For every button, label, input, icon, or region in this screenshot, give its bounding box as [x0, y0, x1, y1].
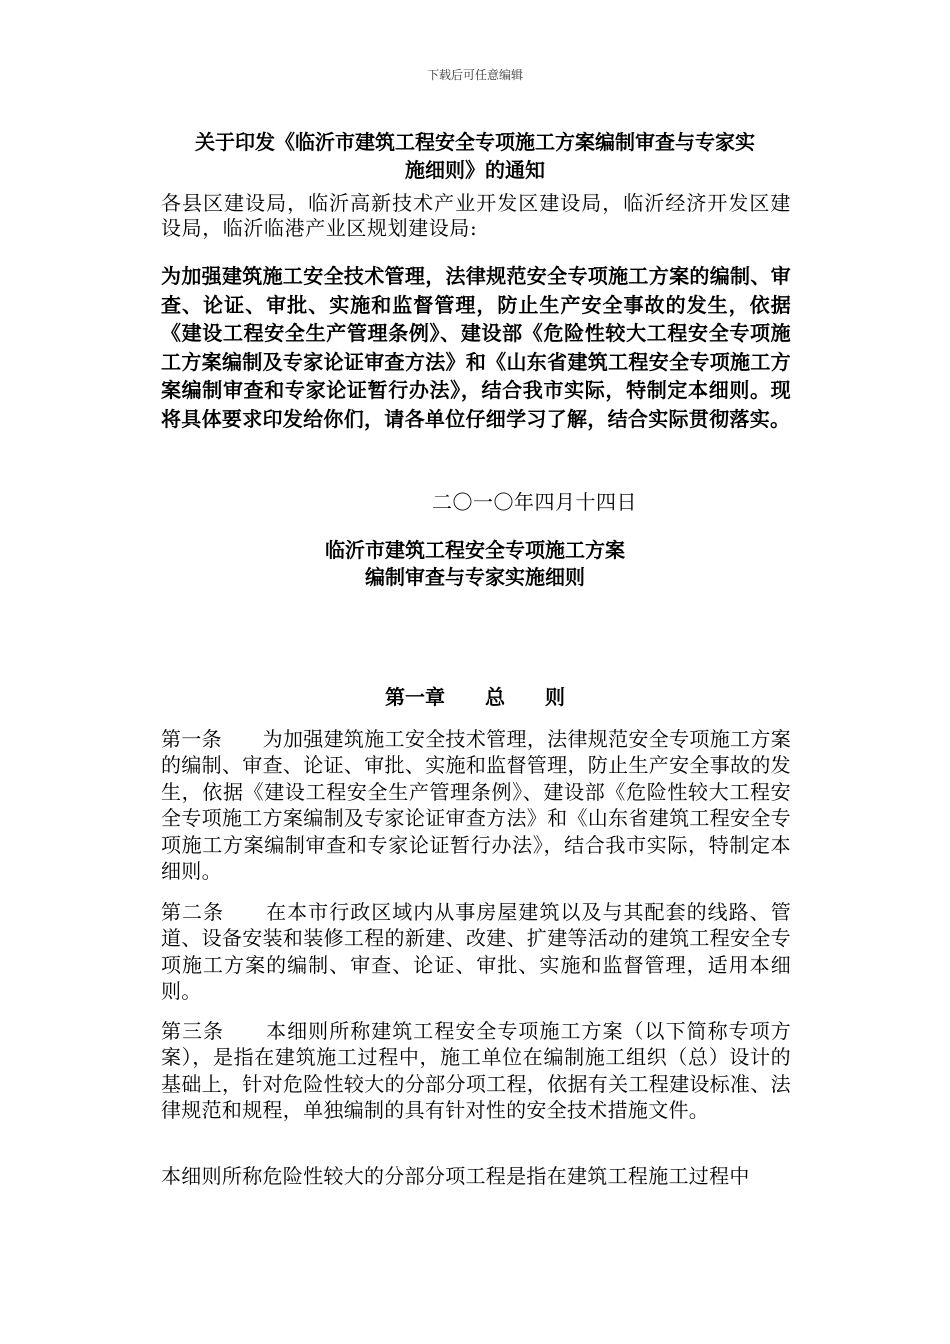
chapter-heading: 第一章 总 则 [385, 685, 565, 709]
article-2 [161, 899, 791, 1005]
article-text: 为加强建筑施工安全技术管理，法律规范安全专项施工方案的编制、审查、论证、审批、实施和监督管理，防止生产安全事故的发生，依据《建设工程安全生产管理条例》、建设部《危险性较大工程安全专项施工方案编制及专家论证审查方法》和《山东省建筑工程安全专项施工方案编制审查和专家论证暂行办法》，结合我市实际，特制定本细则。 [161, 727, 791, 884]
article-3 [161, 1018, 791, 1124]
article-label: 第二条 [161, 900, 267, 924]
regulation-title [0, 537, 950, 591]
intro-paragraph: 为加强建筑施工安全技术管理，法律规范安全专项施工方案的编制、审查、论证、审批、实施和监督管理，防止生产安全事故的发生，依据《建设工程安全生产管理条例》、建设部《危险性较大工程安全专项施工方案编制及专家论证审查方法》和《山东省建筑工程安全专项施工方案编制审查和专家论证暂行办法》，结合我市实际，特制定本细则。现将具体要求印发给你们，请各单位仔细学习了解，结合实际贯彻落实。 [161, 264, 791, 431]
regulation-title-line2: 编制审查与专家实施细则 [365, 565, 585, 589]
header-note: 下载后可任意编辑 [426, 68, 523, 82]
article-label: 第一条 [161, 727, 263, 751]
article-text: 本细则所称建筑工程安全专项施工方案（以下简称专项方案），是指在建筑施工过程中，施工单位在编制施工组织（总）设计的基础上，针对危险性较大的分部分项工程，依据有关工程建设标准、法律规范和规程，单独编制的具有针对性的安全技术措施文件。 [161, 1019, 792, 1123]
article-label: 第三条 [161, 1019, 267, 1043]
regulation-title-line1: 临沂市建筑工程安全专项施工方案 [325, 538, 625, 562]
addressee: 各县区建设局，临沂高新技术产业开发区建设局，临沂经济开发区建设局，临沂临港产业区规划建设局: [161, 191, 791, 240]
notice-title-line2: 施细则》的通知 [405, 158, 545, 182]
article-continuation: 本细则所称危险性较大的分部分项工程是指在建筑工程施工过程中 [161, 1164, 750, 1188]
notice-date: 二〇一〇年四月十四日 [432, 490, 637, 514]
notice-title-line1: 关于印发《临沂市建筑工程安全专项施工方案编制审查与专家实 [195, 130, 755, 154]
article-text: 在本市行政区域内从事房屋建筑以及与其配套的线路、管道、设备安装和装修工程的新建、改建、扩建等活动的建筑工程安全专项施工方案的编制、审查、论证、审批、实施和监督管理，适用本细则。 [161, 900, 792, 1004]
article-1 [161, 726, 791, 884]
notice-title [150, 128, 800, 184]
